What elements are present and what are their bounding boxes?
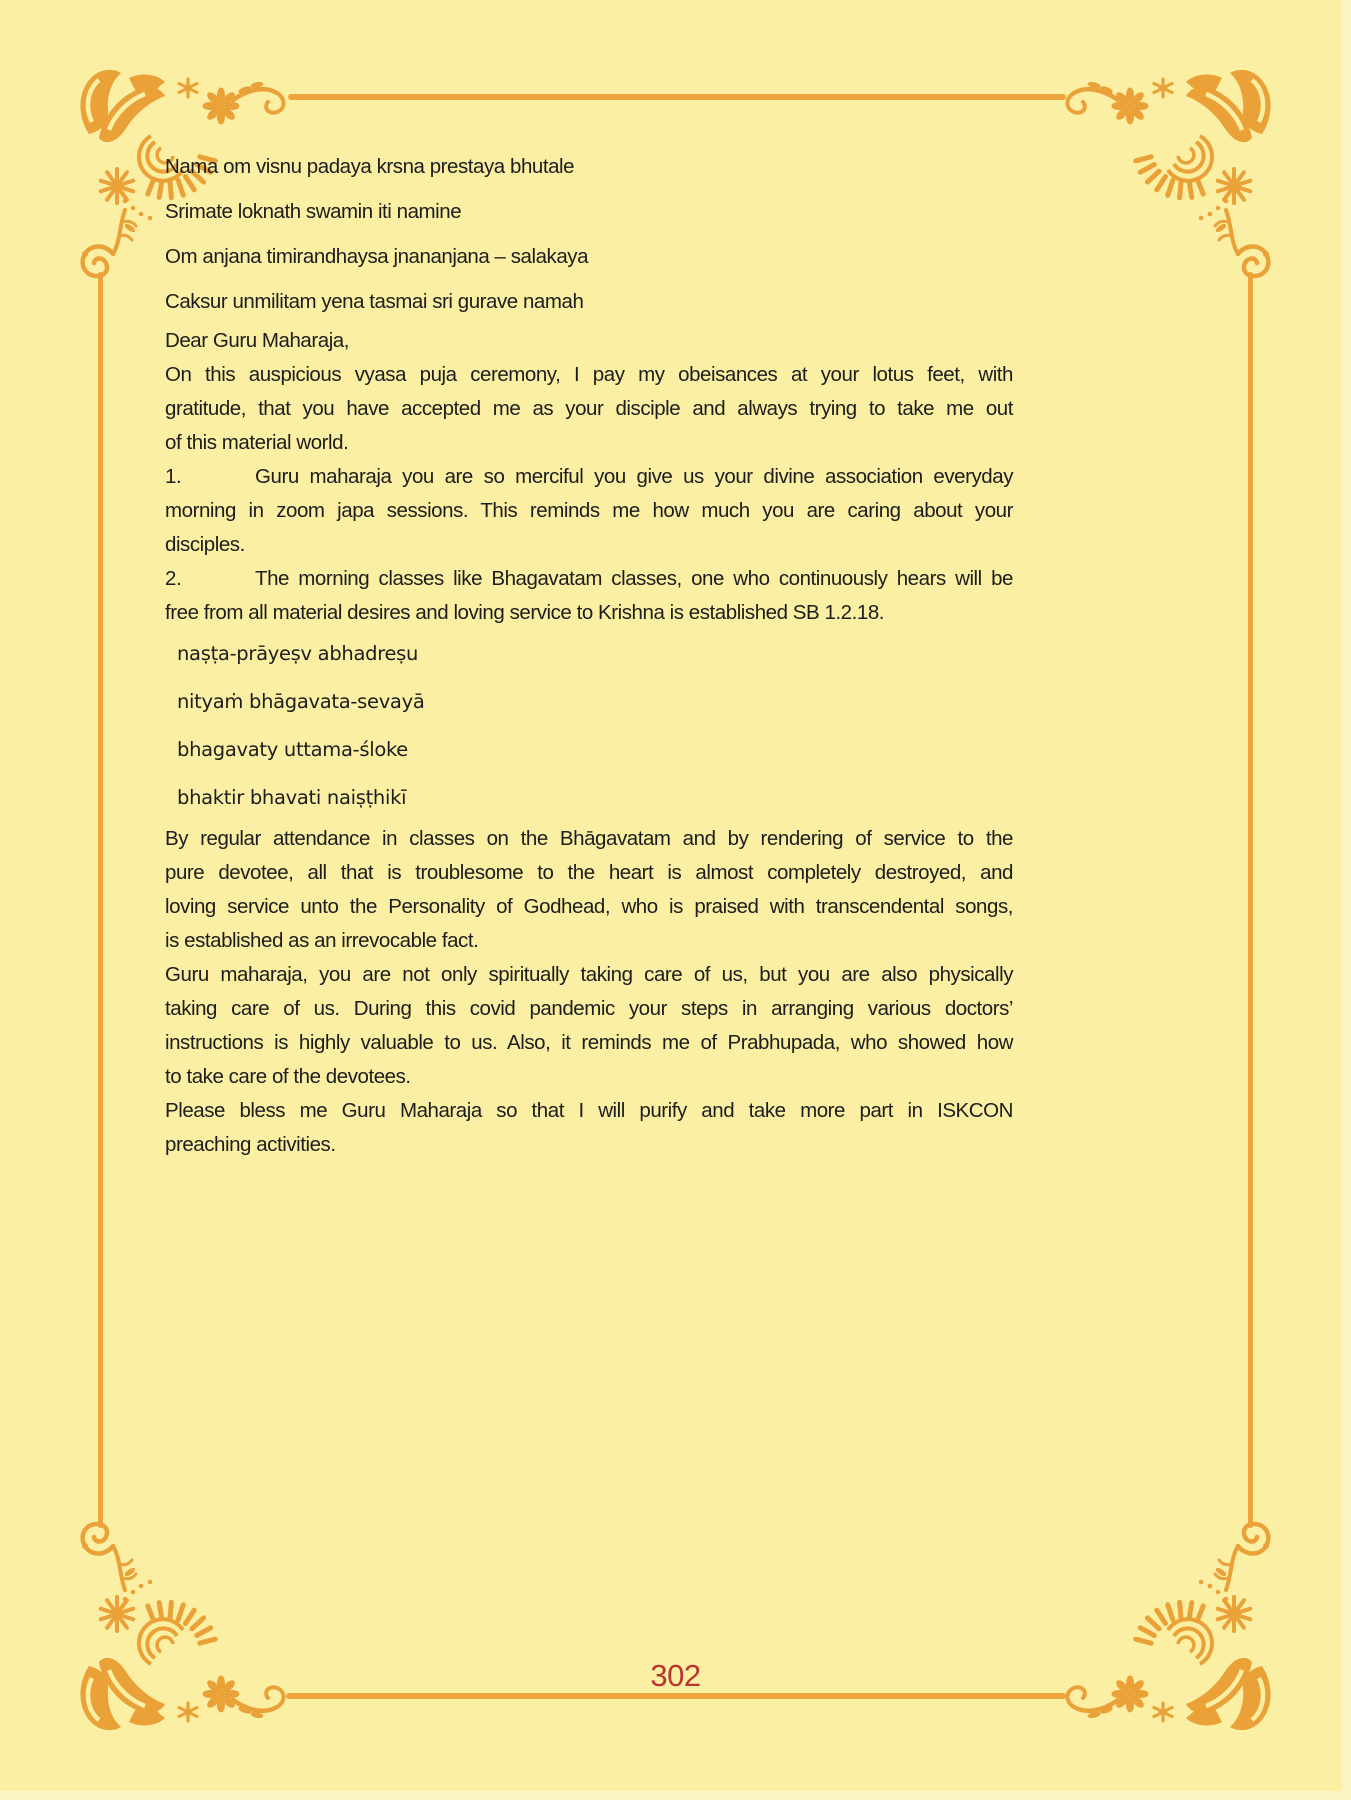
border-line-right xyxy=(1248,272,1253,1528)
border-line-left xyxy=(98,272,103,1528)
point-number: 2. xyxy=(165,567,182,590)
page-edge-right xyxy=(1342,0,1351,1800)
floral-corner-ornament-top-right-icon xyxy=(1056,68,1276,358)
text-line: Srimate loknath swamin iti namine xyxy=(165,200,462,223)
text-line: morning in zoom japa sessions. This reminds me how much you are caring about your xyxy=(165,499,1013,522)
closing-paragraph xyxy=(165,1094,1013,1162)
sanskrit-verse xyxy=(165,630,1013,822)
text-line: Caksur unmilitam yena tasmai sri gurave namah xyxy=(165,290,584,313)
verse-line: naṣṭa-prāyeṣv abhadreṣu xyxy=(177,642,419,665)
text-line: Guru maharaja, you are not only spiritually taking care of us, but you are also physically xyxy=(165,963,1013,986)
border-line-bottom xyxy=(286,1693,1066,1699)
text-line: to take care of the devotees. xyxy=(165,1065,411,1088)
page-edge-bottom xyxy=(0,1791,1351,1800)
text-line: instructions is highly valuable to us. Also, it reminds me of Prabhupada, who showed how xyxy=(165,1031,1013,1054)
guru-pranama xyxy=(165,234,1013,324)
point-text: The morning classes like Bhagavatam classes, one who continuously hears will be xyxy=(255,567,1013,590)
text-line: free from all material desires and loving service to Krishna is established SB 1.2.18. xyxy=(165,601,885,624)
text-line: By regular attendance in classes on the Bhāgavatam and by rendering of service to the xyxy=(165,827,1013,850)
text-line: is established as an irrevocable fact. xyxy=(165,929,479,952)
text-line: disciples. xyxy=(165,533,245,556)
verse-line: bhagavaty uttama-śloke xyxy=(177,738,408,761)
care-paragraph xyxy=(165,958,1013,1094)
text-line: gratitude, that you have accepted me as your disciple and always trying to take me out xyxy=(165,397,1013,420)
translation-paragraph xyxy=(165,822,1013,958)
text-line: Om anjana timirandhaysa jnananjana – salakaya xyxy=(165,245,589,268)
salutation: Dear Guru Maharaja, xyxy=(165,329,350,352)
text-line: of this material world. xyxy=(165,431,349,454)
border-line-top xyxy=(288,94,1066,100)
text-line: pure devotee, all that is troublesome to the heart is almost completely destroyed, and xyxy=(165,861,1013,884)
text-line: loving service unto the Personality of Godhead, who is praised with transcendental songs, xyxy=(165,895,1013,918)
page-number: 302 xyxy=(650,1658,701,1693)
text-line: preaching activities. xyxy=(165,1133,336,1156)
text-line xyxy=(165,562,1013,596)
text-line: Please bless me Guru Maharaja so that I will purify and take more part in ISKCON xyxy=(165,1099,1013,1122)
verse-line: bhaktir bhavati naiṣṭhikī xyxy=(177,786,407,809)
opening-paragraph xyxy=(165,358,1013,460)
text-line xyxy=(165,460,1013,494)
point-number: 1. xyxy=(165,465,182,488)
text-line: On this auspicious vyasa puja ceremony, I pay my obeisances at your lotus feet, with xyxy=(165,363,1013,386)
text-line: taking care of us. During this covid pandemic your steps in arranging various doctors’ xyxy=(165,997,1013,1020)
point-1-paragraph xyxy=(165,460,1013,562)
offering-text-column xyxy=(165,144,1013,1162)
text-line: Nama om visnu padaya krsna prestaya bhutale xyxy=(165,155,575,178)
verse-line: nityaṁ bhāgavata-sevayā xyxy=(177,690,425,713)
pranama-mantra xyxy=(165,144,1013,234)
point-text: Guru maharaja you are so merciful you give us your divine association everyday xyxy=(255,465,1013,488)
point-2-paragraph xyxy=(165,562,1013,630)
